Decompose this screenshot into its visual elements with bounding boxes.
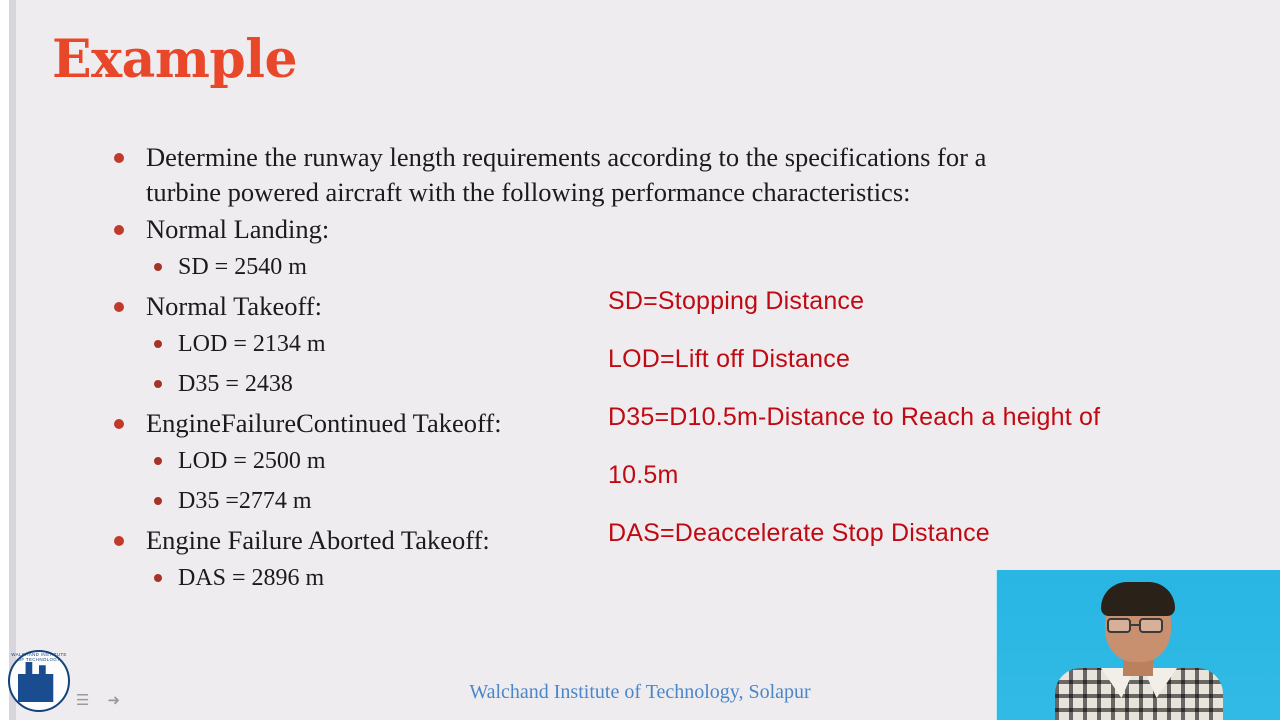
- sub-bullet-text: D35 =2774 m: [178, 488, 312, 514]
- presentation-toolbar[interactable]: [76, 693, 120, 708]
- glasses-bridge-icon: [1131, 624, 1139, 626]
- left-edge-bar-outer: [0, 0, 9, 720]
- menu-icon[interactable]: ☰: [76, 691, 90, 709]
- sub-bullet-text: LOD = 2134 m: [178, 331, 326, 357]
- list-item: [108, 289, 628, 404]
- list-item: [146, 481, 628, 521]
- bullet-text: Engine Failure Aborted Takeoff:: [146, 525, 490, 555]
- arrow-right-icon[interactable]: ➜: [107, 691, 121, 709]
- glasses-right-lens-icon: [1139, 618, 1163, 633]
- sub-bullet-dot-icon: [154, 380, 162, 388]
- note-line: 10.5m: [608, 461, 679, 489]
- annotation-notes: [608, 272, 1258, 562]
- list-item: [108, 523, 628, 598]
- bullet-dot-icon: [114, 536, 124, 546]
- sub-bullet-text: SD = 2540 m: [178, 254, 307, 280]
- list-item: [146, 247, 628, 287]
- list-item: [146, 441, 628, 481]
- bullet-dot-icon: [114, 225, 124, 235]
- note-line: DAS=Deaccelerate Stop Distance: [608, 519, 990, 547]
- note-line: LOD=Lift off Distance: [608, 345, 851, 373]
- sub-bullet-text: D35 = 2438: [178, 371, 293, 397]
- bullet-text: Determine the runway length requirements according to the specifications for a turbine powered aircraft with the following performance characteristics:: [146, 142, 987, 207]
- presenter-hair: [1101, 582, 1175, 616]
- sub-bullet-text: DAS = 2896 m: [178, 565, 325, 591]
- sub-bullet-dot-icon: [154, 574, 162, 582]
- bullet-text: Normal Takeoff:: [146, 291, 322, 321]
- slide-footer: Walchand Institute of Technology, Solapur: [469, 681, 811, 703]
- bullet-dot-icon: [114, 419, 124, 429]
- sub-bullet-text: LOD = 2500 m: [178, 448, 326, 474]
- bullet-dot-icon: [114, 153, 124, 163]
- bullet-dot-icon: [114, 302, 124, 312]
- institute-logo: [8, 650, 70, 712]
- sub-bullet-list: [146, 324, 628, 404]
- list-item: [108, 140, 987, 210]
- sub-bullet-dot-icon: [154, 340, 162, 348]
- logo-text: WALCHAND INSTITUTE OF TECHNOLOGY: [11, 652, 67, 662]
- list-item: [146, 324, 628, 364]
- list-item: [146, 364, 628, 404]
- list-item: [146, 558, 628, 598]
- sub-bullet-dot-icon: [154, 263, 162, 271]
- presenter-video[interactable]: [996, 570, 1280, 720]
- note-line: D35=D10.5m-Distance to Reach a height of: [608, 403, 1101, 431]
- sub-bullet-dot-icon: [154, 497, 162, 505]
- list-item: [108, 406, 628, 521]
- sub-bullet-dot-icon: [154, 457, 162, 465]
- sub-bullet-list: [146, 247, 628, 287]
- list-item: [108, 212, 628, 287]
- bullet-text: EngineFailureContinued Takeoff:: [146, 408, 502, 438]
- glasses-left-lens-icon: [1107, 618, 1131, 633]
- sub-bullet-list: [146, 558, 628, 598]
- note-line: SD=Stopping Distance: [608, 287, 865, 315]
- page-title: Example: [52, 29, 298, 90]
- bullet-text: Normal Landing:: [146, 214, 330, 244]
- left-edge-bar-inner: [9, 0, 16, 720]
- sub-bullet-list: [146, 441, 628, 521]
